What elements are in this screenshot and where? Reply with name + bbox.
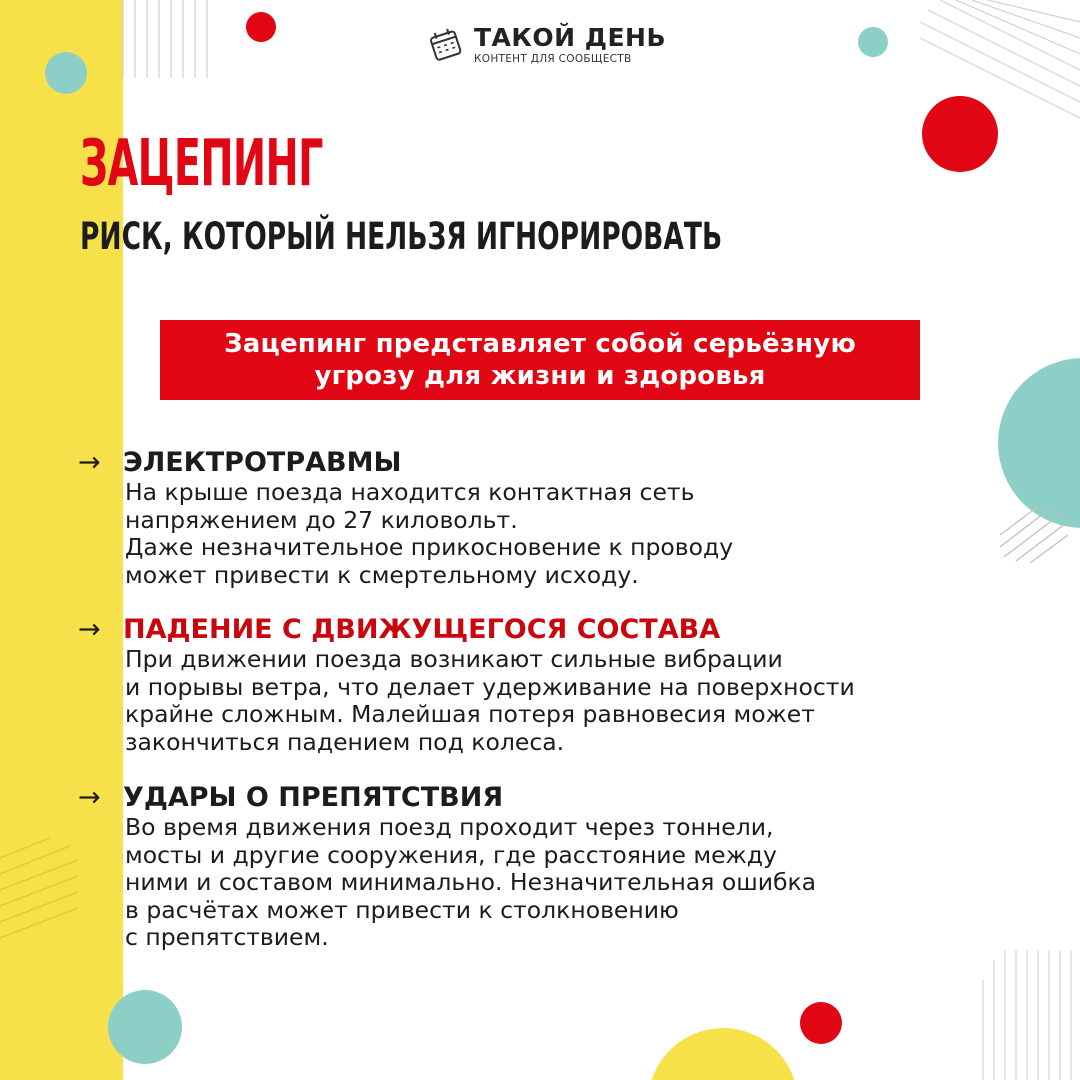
section-text-line: ними и составом минимально. Незначительная ошибка: [125, 868, 817, 896]
brand-logo: [428, 24, 666, 66]
section-obstacles: [80, 782, 1020, 952]
section-text-line: На крыше поезда находится контактная сеть: [125, 478, 695, 506]
section-text-line: напряжением до 27 киловольт.: [125, 505, 518, 534]
red-dot-bottom-right: [800, 1002, 842, 1044]
section-heading: ПАДЕНИЕ С ДВИЖУЩЕГОСЯ СОСТАВА: [123, 614, 721, 645]
section-text-line: Во время движения поезд проходит через тоннели,: [125, 813, 774, 841]
warning-banner: [160, 320, 920, 400]
vertical-stripes-top: [118, 0, 218, 78]
section-falling: [80, 614, 1020, 756]
arrow-right-icon: →: [78, 782, 101, 813]
section-text-line: с препятствием.: [125, 923, 329, 951]
section-text-line: может привести к смертельному исходу.: [125, 560, 639, 589]
diagonal-stripes-left: [0, 838, 80, 948]
arrow-right-icon: →: [78, 614, 101, 645]
banner-line: Зацепинг представляет собой серьёзную: [224, 329, 856, 359]
red-dot-top: [246, 12, 276, 42]
vertical-stripes-bottom-right: [978, 950, 1080, 1080]
section-text-line: крайне сложным. Малейшая потеря равновесия может: [125, 700, 815, 728]
section-text-line: закончиться падением под колеса.: [125, 727, 565, 756]
section-heading: УДАРЫ О ПРЕПЯТСТВИЯ: [123, 782, 504, 813]
calendar-icon: [428, 27, 464, 63]
banner-line: угрозу для жизни и здоровья: [314, 361, 766, 391]
arrow-right-icon: →: [78, 447, 101, 478]
brand-name: ТАКОЙ ДЕНЬ: [474, 23, 667, 52]
teal-circle-bottom-left: [108, 990, 182, 1064]
section-text-line: в расчётах может привести к столкновению: [125, 895, 679, 924]
page-title: ЗАЦЕПИНГ: [80, 127, 323, 201]
section-heading: ЭЛЕКТРОТРАВМЫ: [123, 447, 402, 478]
red-circle-top-right: [922, 96, 998, 172]
brand-tagline: КОНТЕНТ ДЛЯ СООБЩЕСТВ: [474, 53, 632, 65]
section-text-line: При движении поезда возникают сильные вибрации: [125, 645, 783, 673]
section-text-line: и порывы ветра, что делает удерживание на поверхности: [125, 672, 855, 701]
section-electrical-injury: [80, 447, 1020, 589]
section-text-line: мосты и другие сооружения, где расстояние между: [125, 840, 777, 869]
teal-dot-top-right: [858, 27, 888, 57]
section-text-line: Даже незначительное прикосновение к проводу: [125, 533, 734, 561]
page-subtitle: РИСК, КОТОРЫЙ НЕЛЬЗЯ ИГНОРИРОВАТЬ: [80, 215, 723, 258]
teal-dot-top-left: [45, 52, 87, 94]
yellow-circle-bottom: [648, 1028, 798, 1080]
